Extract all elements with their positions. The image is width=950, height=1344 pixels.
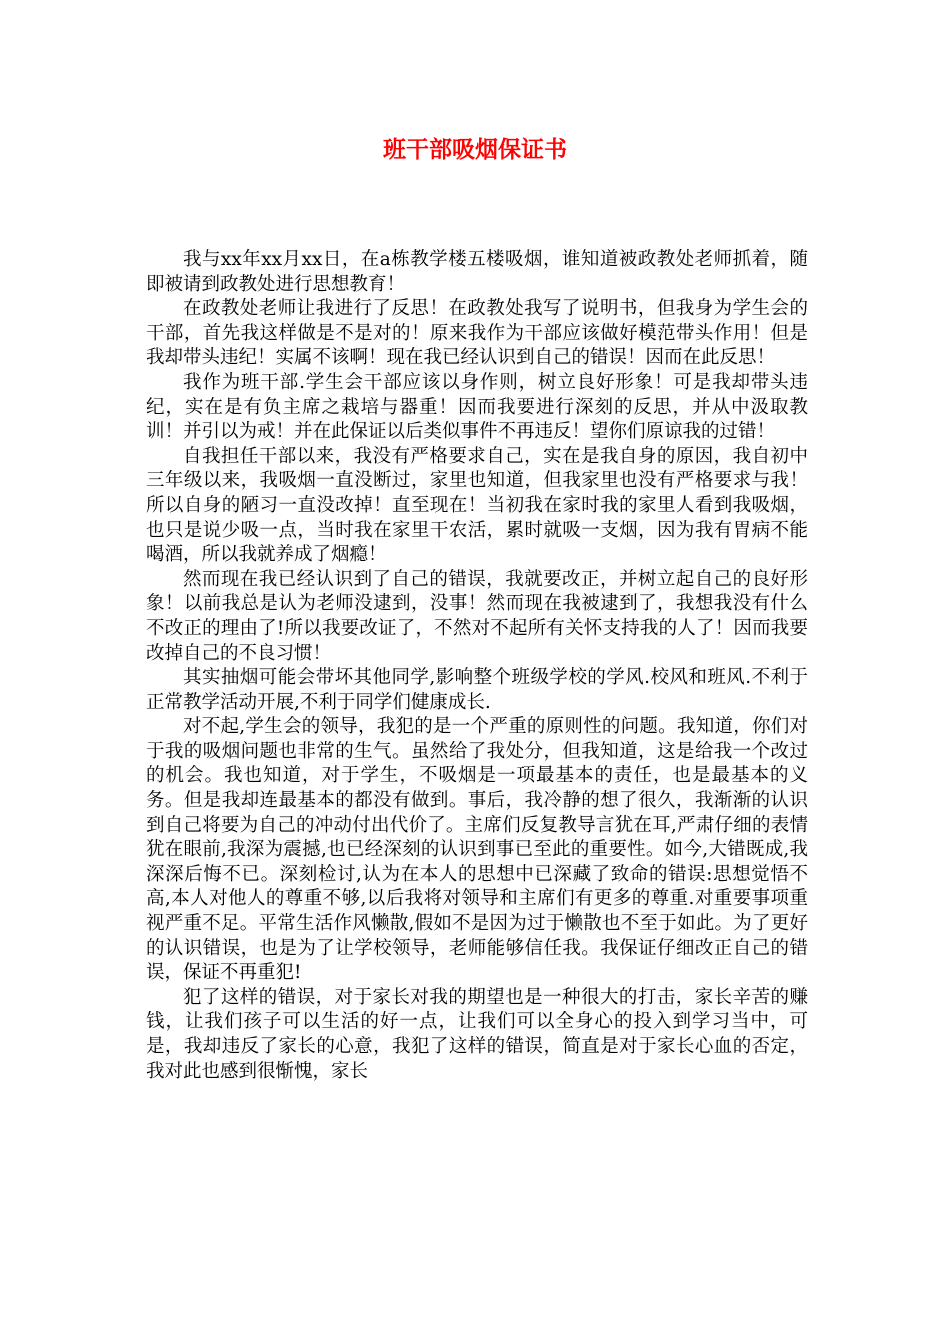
paragraph: 对不起,学生会的领导，我犯的是一个严重的原则性的问题。我知道，你们对于我的吸烟问题也非常的生气。虽然给了我处分，但我知道，这是给我一个改过的机会。我也知道，对于学生，不吸烟是一项最基本的责任，也是最基本的义务。但是我却连最基本的都没有做到。事后，我冷静的想了很久，我渐渐的认识到自己将要为自己的冲动付出代价了。主席们反复教导言犹在耳,严肃仔细的表情犹在眼前,我深为震撼,也已经深刻的认识到事已至此的重要性。如今,大错既成,我深深后悔不已。深刻检讨,认为在本人的思想中已深藏了致命的错误:思想觉悟不高,本人对他人的尊重不够,以后我将对领导和主席们有更多的尊重.对重要事项重视严重不足。平常生活作风懒散,假如不是因为过于懒散也不至于如此。为了更好的认识错误，也是为了让学校领导，老师能够信任我。我保证仔细改正自己的错误，保证不再重犯!: [146, 716, 808, 984]
paragraph: 然而现在我已经认识到了自己的错误，我就要改正，并树立起自己的良好形象！以前我总是认为老师没逮到，没事！然而现在我被逮到了，我想我没有什么不改正的理由了!所以我要改证了，不然对不起所有关怀支持我的人了！因而我要改掉自己的不良习惯！: [146, 568, 808, 664]
paragraph: 其实抽烟可能会带坏其他同学,影响整个班级学校的学风.校风和班风.不利于正常教学活动开展,不利于同学们健康成长.: [146, 667, 808, 713]
paragraph: 我与xx年xx月xx日，在a栋教学楼五楼吸烟，谁知道被政教处老师抓着，随即被请到政教处进行思想教育！: [146, 249, 808, 295]
paragraph: 犯了这样的错误，对于家长对我的期望也是一种很大的打击，家长辛苦的赚钱，让我们孩子可以生活的好一点，让我们可以全身心的投入到学习当中，可是，我却违反了家长的心意，我犯了这样的错误，简直是对于家长心血的否定，我对此也感到很惭愧，家长: [146, 986, 808, 1082]
paragraph: 自我担任干部以来，我没有严格要求自己，实在是我自身的原因，我自初中三年级以来，我吸烟一直没断过，家里也知道，但我家里也没有严格要求与我！所以自身的陋习一直没改掉！直至现在！当初我在家时我的家里人看到我吸烟，也只是说少吸一点，当时我在家里干农活，累时就吸一支烟，因为我有胃病不能喝酒，所以我就养成了烟瘾！: [146, 445, 808, 566]
document-title: 班干部吸烟保证书: [383, 137, 567, 163]
paragraph: 在政教处老师让我进行了反思！在政教处我写了说明书，但我身为学生会的干部，首先我这样做是不是对的！原来我作为干部应该做好模范带头作用！但是我却带头违纪！实属不该啊！现在我已经认识到自己的错误！因而在此反思！: [146, 298, 808, 369]
document-body: [146, 248, 808, 1084]
paragraph: 我作为班干部.学生会干部应该以身作则，树立良好形象！可是我却带头违纪，实在是有负主席之栽培与器重！因而我要进行深刻的反思，并从中汲取教训！并引以为戒！并在此保证以后类似事件不再违反！望你们原谅我的过错！: [146, 371, 808, 443]
